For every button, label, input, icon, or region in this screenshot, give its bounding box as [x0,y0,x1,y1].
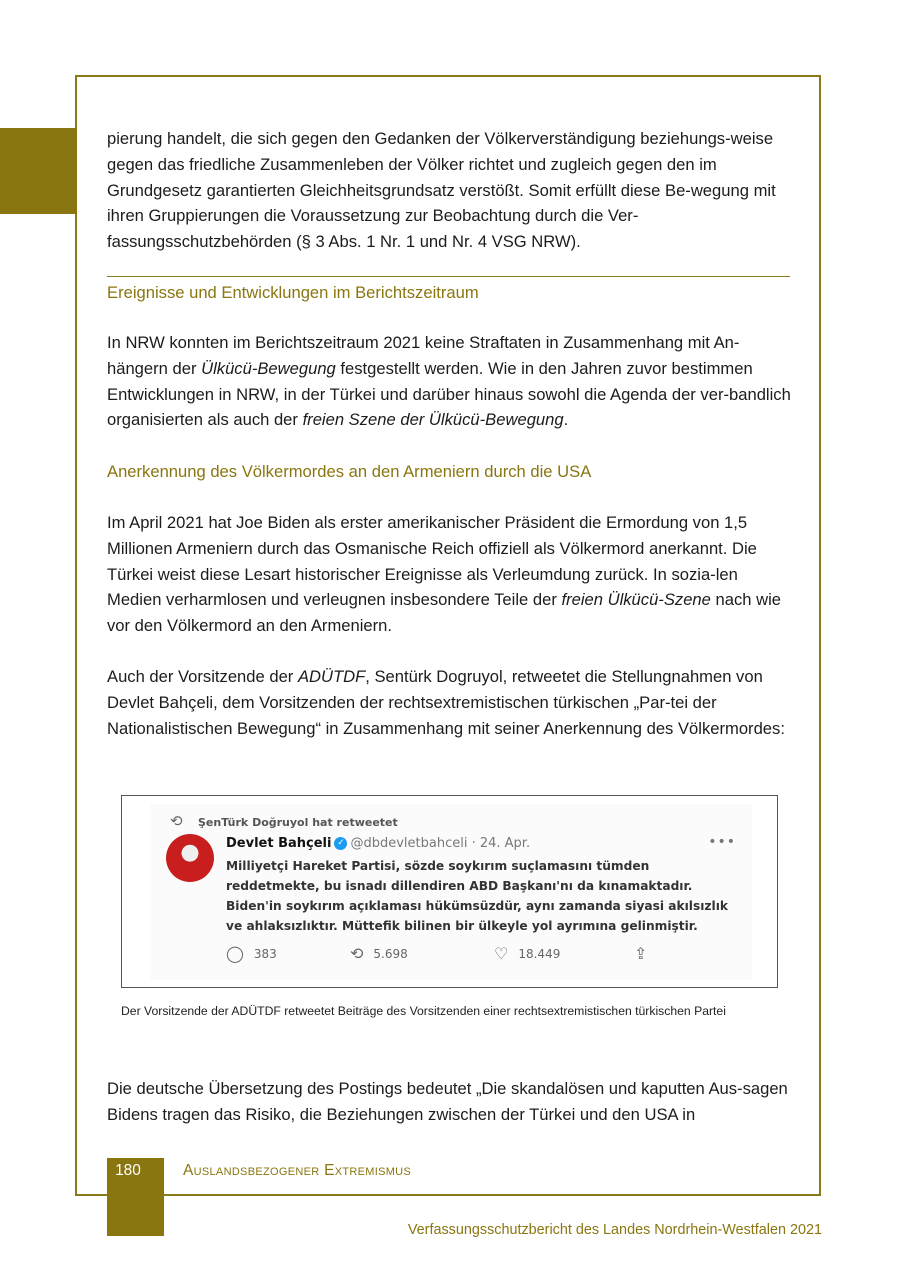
paragraph-2-block [107,330,793,433]
paragraph-4-part-b: , Sentürk Dogruyol, retweetet die Stellungnahmen von Devlet Bahçeli, dem Vorsitzenden der rechtsextremistischen türkischen „Par-tei der Nationalistischen Bewegung“ in Zusammenhang mit seiner Anerkennung des Völkermordes: [107,667,785,738]
retweet-action [350,944,408,963]
tweet-card [150,804,752,980]
tweet-handle-date: @dbdevletbahceli · 24. Apr. [350,836,531,851]
avatar [166,834,214,882]
paragraph-2-part-b: festgestellt werden. Wie in den Jahren zuvor bestimmen Entwicklungen in NRW, in der Türkei und darüber hinaus sowohl die Agenda der ver-bandlich organisierten als auch der [107,358,791,430]
paragraph-2 [107,330,793,433]
paragraph-3-emphasis: freien Ülkücü-Szene [561,590,711,610]
tweet-author-name: Devlet Bahçeli [226,836,332,851]
paragraph-3 [107,510,793,639]
like-action [494,944,560,963]
section-heading-events: Ereignisse und Entwicklungen im Berichtszeitraum [107,283,479,302]
paragraph-4-part-a: Auch der Vorsitzende der [107,667,298,686]
report-title: Verfassungsschutzbericht des Landes Nordrhein-Westfalen 2021 [407,1222,822,1238]
share-action [634,944,647,963]
verified-badge-icon: ✓ [334,837,347,850]
share-icon: ⇪ [634,944,648,963]
section-divider [107,276,790,277]
retweet-count-icon: ⟲ [350,944,364,963]
chapter-title: Auslandsbezogener Extremismus [183,1162,412,1179]
paragraph-3-part-a: Im April 2021 hat Joe Biden als erster amerikanischer Präsident die Ermordung von 1,5 Millionen Armeniern durch das Osmanische Reich offiziell als Völkermord anerkannt. Die Türkei weist diese Lesart historischer Ereignisse als Verleumdung zurück. In sozia-len Medien verharmlosen und verleugnen insbesondere Teile der [107,513,757,610]
tweet-text: Milliyetçi Hareket Partisi, sözde soykırım suçlamasını tümden reddetmekte, bu isnadı dillendiren ABD Başkanı'nı da kınamaktadır. Biden'in soykırım açıklaması hükümsüzdür, aynı zamanda siyasi akılsızlık ve ahlaksızlıktır. Müttefik bilinen bir ülkeyle yol ayrımına gelinmiştir. [226,859,728,933]
paragraph-5: Die deutsche Übersetzung des Postings bedeutet „Die skandalösen und kaputten Aus-sagen Bidens tragen das Risiko, die Beziehungen zwischen der Türkei und den USA in [107,1079,788,1124]
like-count: 18.449 [518,946,561,961]
retweet-label: ŞenTürk Doğruyol hat retweetet [198,816,398,829]
retweet-icon: ⟲ [170,812,183,830]
page-number: 180 [115,1162,141,1179]
paragraph-3-block [107,510,793,639]
section-heading-recognition: Anerkennung des Völkermordes an den Armeniern durch die USA [107,462,592,481]
side-tab-marker [0,128,77,214]
paragraph-2-part-c: . [563,410,569,430]
paragraph-4-emphasis: ADÜTDF [297,667,366,686]
reply-action [226,944,277,963]
tweet-actions [226,944,656,964]
tweet-header [226,836,530,851]
paragraph-1: pierung handelt, die sich gegen den Gedanken der Völkerverständigung beziehungs-weise gegen das friedliche Zusammenleben der Völker richtet und zugleich gegen den im Grundgesetz garantierten Gleichheitsgrundsatz verstößt. Somit erfüllt diese Be-wegung mit ihren Gruppierungen die Voraussetzung zur Beobachtung durch die Ver-fassungsschutzbehörden (§ 3 Abs. 1 Nr. 1 und Nr. 4 VSG NRW). [107,129,776,252]
tweet-screenshot-figure [121,795,778,988]
paragraph-4 [107,664,793,741]
heart-icon: ♡ [494,944,509,963]
paragraph-4-block [107,664,793,741]
figure-caption: Der Vorsitzende der ADÜTDF retweetet Beiträge des Vorsitzenden einer rechtsextremistischen türkischen Partei [121,1004,726,1018]
paragraph-2-emphasis-1: Ülkücü-Bewegung [201,358,336,378]
retweet-count: 5.698 [373,946,408,961]
paragraph-2-emphasis-2: freien Szene der Ülkücü-Bewegung [302,410,564,430]
reply-icon: ◯ [226,944,244,963]
paragraph-5-block [107,1076,793,1128]
more-options-icon: ••• [708,834,736,850]
paragraph-2-part-a: In NRW konnten im Berichtszeitraum 2021 keine Straftaten in Zusammenhang mit An-hängern der [107,333,740,378]
paragraph-1-block [107,126,793,255]
paragraph-3-part-b: nach wie vor den Völkermord an den Armeniern. [107,590,781,636]
reply-count: 383 [253,946,277,961]
